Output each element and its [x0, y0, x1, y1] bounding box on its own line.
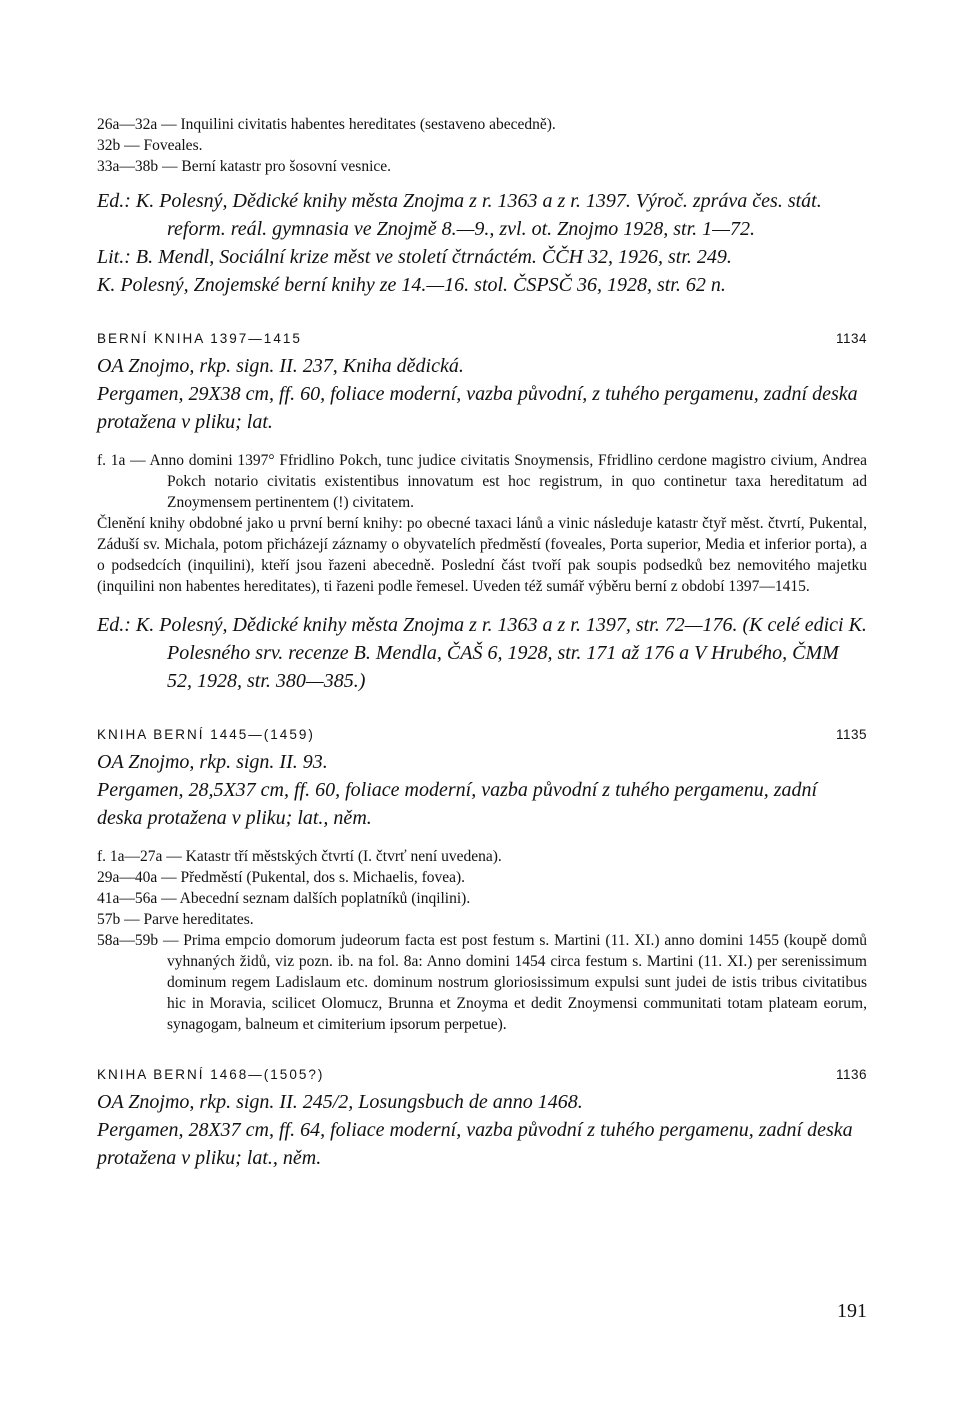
section-heading-1135	[97, 727, 867, 742]
folio-entry: 58a—59b — Prima empcio domorum judeorum facta est post festum s. Martini (11. XI.) anno domini 1455 (koupě domů vyhnaných židů, viz pozn. ib. na fol. 8a: Anno domini 1454 circa festum s. Martini (11. XI.) per serenissimum dominum regem Ladislaum etc. dominum nostrum gloriosissimum expulsi sunt judei de istis tribus civitatibus hic in Moravia, scilicet Olomucz, Brunna et Znoyma et dedit Znoymensi communitati totam plateam eorum, synagogam, balneum et cimiterium ipsorum perpetue).	[97, 932, 867, 1033]
literature-reference: K. Polesný, Znojemské berní knihy ze 14.—16. stol. ČSPSČ 36, 1928, str. 62 n.	[97, 274, 726, 296]
folio-entry: 29a—40a — Předměstí (Pukental, dos s. Michaelis, fovea).	[97, 869, 466, 886]
edition-reference: Ed.: K. Polesný, Dědické knihy města Znojma z r. 1363 a z r. 1397. Výroč. zpráva čes. stát. reform. reál. gymnasia ve Znojmě 8.—9., zvl. ot. Znojmo 1928, str. 1—72.	[97, 190, 822, 240]
section-title: BERNÍ KNIHA 1397—1415	[97, 331, 302, 346]
section-number: 1135	[835, 727, 867, 742]
section-title: KNIHA BERNÍ 1445—(1459)	[97, 727, 315, 742]
physical-description: Pergamen, 28X37 cm, ff. 64, foliace moderní, vazba původní z tuhého pergamenu, zadní deska protažena v pliku; lat., něm.	[97, 1119, 853, 1169]
folio-entry: 32b — Foveales.	[97, 137, 203, 154]
physical-description: Pergamen, 28,5X37 cm, ff. 60, foliace moderní, vazba původní z tuhého pergamenu, zadní deska protažena v pliku; lat., něm.	[97, 779, 818, 829]
folio-entry: 33a—38b — Berní katastr pro šosovní vesnice.	[97, 158, 392, 175]
folio-entry: f. 1a — Anno domini 1397° Ffridlino Pokch, tunc judice civitatis Snoymensis, Ffridlino cerdone magistro civium, Andrea Pokch notario civitatis existentibus innovatum est hoc registrum, in quo continetur taxa hereditatum ad Znoymensem pertinentem (!) civitatem.	[97, 452, 867, 511]
folio-entry: 57b — Parve hereditates.	[97, 911, 254, 928]
folio-entry: f. 1a—27a — Katastr tří městských čtvrtí (I. čtvrť není uvedena).	[97, 848, 502, 865]
archive-signature: OA Znojmo, rkp. sign. II. 237, Kniha dědická.	[97, 355, 464, 377]
physical-description: Pergamen, 29X38 cm, ff. 60, foliace moderní, vazba původní, z tuhého pergamenu, zadní deska protažena v pliku; lat.	[97, 383, 858, 433]
archive-signature: OA Znojmo, rkp. sign. II. 245/2, Losungsbuch de anno 1468.	[97, 1091, 583, 1113]
section-heading-1134	[97, 331, 867, 346]
page-number: 191	[837, 1300, 867, 1322]
page-content	[97, 114, 867, 1172]
edition-reference: Ed.: K. Polesný, Dědické knihy města Znojma z r. 1363 a z r. 1397, str. 72—176. (K celé edici K. Polesného srv. recenze B. Mendla, ČAŠ 6, 1928, str. 171 až 176 a V Hrubého, ČMM 52, 1928, str. 380—385.)	[97, 614, 867, 692]
section-number: 1134	[835, 331, 867, 346]
literature-reference: Lit.: B. Mendl, Sociální krize měst ve století čtrnáctém. ČČH 32, 1926, str. 249.	[97, 246, 732, 268]
folio-entry: 26a—32a — Inquilini civitatis habentes hereditates (sestaveno abecedně).	[97, 116, 556, 133]
section-number: 1136	[835, 1067, 867, 1082]
section-heading-1136	[97, 1067, 867, 1082]
section-title: KNIHA BERNÍ 1468—(1505?)	[97, 1067, 325, 1082]
content-description: Členění knihy obdobné jako u první berní knihy: po obecné taxaci lánů a vinic následuje katastr čtyř měst. čtvrtí, Pukental, Záduší sv. Michala, potom přicházejí záznamy o obyvatelích předměstí (foveales, Porta superior, Media et inferior porta), a o podsedcích (inquilini), kteří jsou řazeni abecedně. Poslední část tvoří pak soupis podsedků bez nemovitého majetku (inquilini non habentes hereditates), ti řazeni podle řemesel. Uveden též sumář výběru berní z období 1397—1415.	[97, 515, 867, 595]
folio-entry: 41a—56a — Abecední seznam dalších poplatníků (inqilini).	[97, 890, 471, 907]
archive-signature: OA Znojmo, rkp. sign. II. 93.	[97, 751, 328, 773]
